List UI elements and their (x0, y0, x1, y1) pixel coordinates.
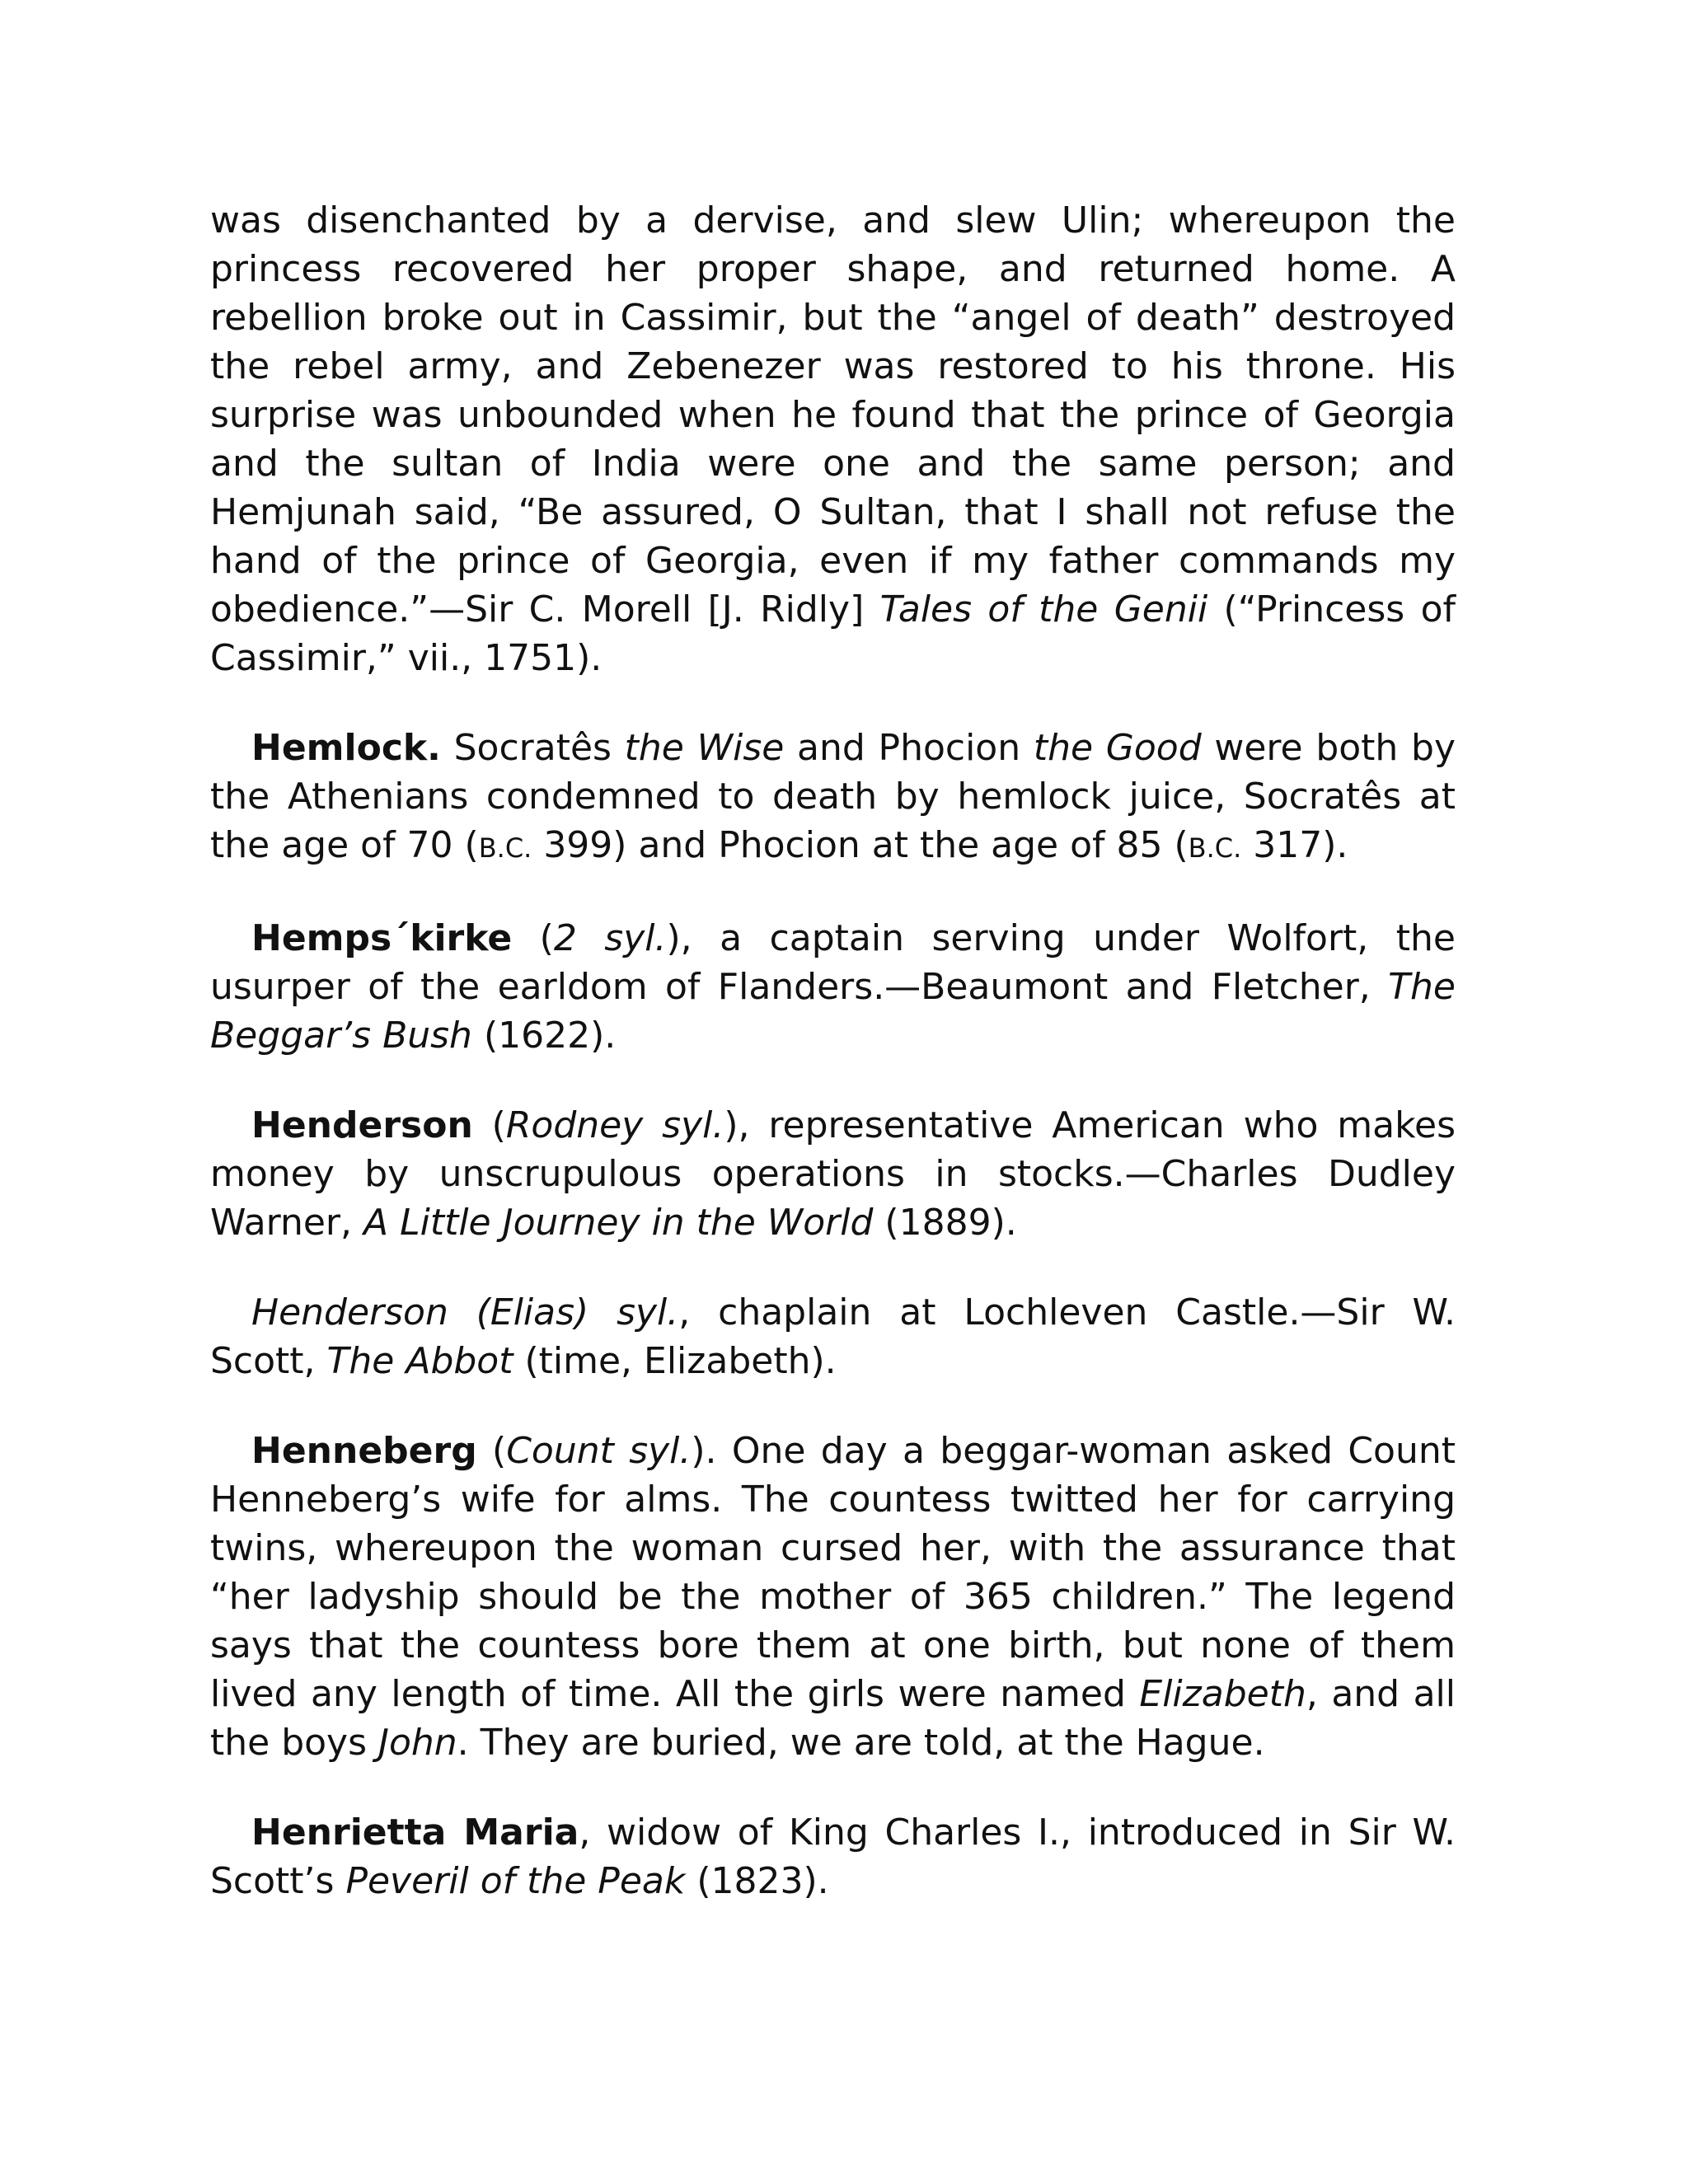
name-emphasis: Elizabeth (1139, 1673, 1306, 1715)
paragraph-text: ). One day a beggar-woman asked Count Henneberg’s wife for alms. The countess twitted her for carrying twins, whereupon the woman cursed her, with the assurance that “her ladyship should be the mother of 365 children.” The legend says that the countess bore them at one birth, but none of them lived any length of time. All the girls were named (210, 1430, 1456, 1715)
paragraph-text: (“Princess of Cassimir,” vii., 1751). (210, 588, 1456, 679)
syllable-note: Count syl. (506, 1430, 692, 1472)
paragraph-text: , widow of King Charles I., introduced in Sir W. Scott’s (210, 1811, 1456, 1902)
paragraph-text: . They are buried, we are told, at the Hague. (457, 1722, 1265, 1764)
entry-headword: Henrietta Maria (251, 1811, 579, 1854)
entry-headword: Hemps´kirke (251, 917, 513, 959)
paragraph-text: ( (476, 1430, 507, 1472)
entry-henrietta-maria (210, 1808, 1456, 1905)
syllable-note: Rodney syl. (505, 1104, 724, 1146)
entry-hempskirke (210, 914, 1456, 1060)
name-emphasis: John (378, 1722, 457, 1764)
paragraph-text: (time, Elizabeth). (513, 1340, 837, 1382)
work-title: The Abbot (326, 1340, 513, 1382)
paragraph-text: ), a captain serving under Wolfort, the usurper of the earldom of Flanders.—Beaumont and Fletcher, (210, 917, 1456, 1008)
era-abbreviation: B.C. (1188, 832, 1242, 864)
era-abbreviation: B.C. (478, 832, 532, 864)
paragraph-text: and Phocion (784, 727, 1034, 769)
entry-henderson-elias (210, 1288, 1456, 1385)
entry-henderson-rodney (210, 1101, 1456, 1247)
entry-headword: Henderson (251, 1104, 473, 1146)
paragraph-text: (1823). (685, 1860, 829, 1902)
paragraph-text: ( (472, 1104, 506, 1146)
paragraph-text: (1622). (471, 1015, 617, 1057)
paragraph-text: ( (512, 917, 554, 959)
work-title: The Beggar’s Bush (210, 966, 1456, 1057)
entry-headword: Hemlock. (251, 727, 441, 769)
epithet: the Good (1033, 727, 1202, 769)
paragraph-text: 317). (1241, 824, 1348, 866)
paragraph-text: 399) and Phocion at the age of 85 ( (532, 824, 1189, 866)
work-title: Tales of the Genii (879, 588, 1208, 630)
paragraph-text: (1889). (873, 1202, 1017, 1244)
work-title: Peveril of the Peak (345, 1860, 686, 1902)
paragraph-text: , and all the boys (210, 1673, 1456, 1764)
work-title: A Little Journey in the World (363, 1202, 874, 1244)
paragraph-text: Socratês (440, 727, 625, 769)
paragraph-text: ), representative American who makes money by unscrupulous operations in stocks.—Charles Dudley Warner, (210, 1104, 1456, 1244)
paragraph-text: was disenchanted by a dervise, and slew Ulin; whereupon the princess recovered her proper shape, and returned home. A rebellion broke out in Cassimir, but the “angel of death” destroyed the rebel army, and Zebenezer was restored to his throne. His surprise was unbounded when he found that the prince of Georgia and the sultan of India were one and the same person; and Hemjunah said, “Be assured, O Sultan, that I shall not refuse the hand of the prince of Georgia, even if my father commands my obedience.”—Sir C. Morell [J. Ridly] (210, 199, 1456, 630)
epithet: the Wise (624, 727, 785, 769)
dictionary-text (210, 196, 1456, 1947)
entry-headword: Henderson (Elias) syl. (251, 1291, 679, 1333)
paragraph-text: were both by the Athenians condemned to death by hemlock juice, Socratês at the age of 70 ( (210, 727, 1456, 866)
paragraph-text: , chaplain at Lochleven Castle.—Sir W. Scott, (210, 1291, 1456, 1382)
entry-headword: Henneberg (251, 1430, 477, 1472)
syllable-note: 2 syl. (553, 917, 667, 959)
paragraph-continuation (210, 196, 1456, 682)
entry-hemlock (210, 724, 1456, 873)
entry-henneberg (210, 1427, 1456, 1767)
